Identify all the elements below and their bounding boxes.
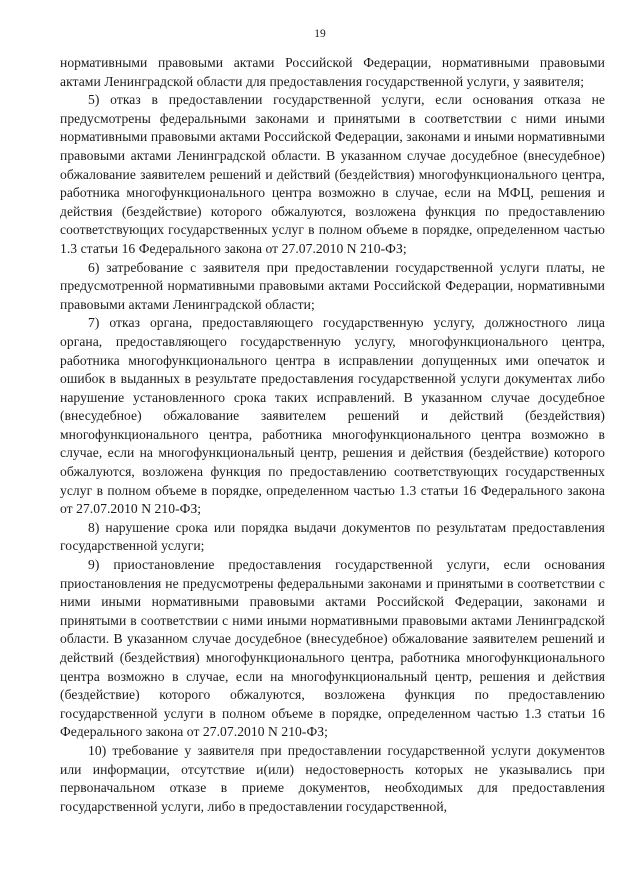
paragraph-2: 5) отказ в предоставлении государственной услуги, если основания отказа не предусмотрены федеральными законами и принятыми в соответствии с ними иными нормативными правовыми актами Российской Федерации, законами и иными нормативными правовыми актами Ленинградской области. В указанном случае досудебное (внесудебное) обжалование заявителем решений и действий (бездействия) многофункционального центра, работника многофункционального центра возможно в случае, если на МФЦ, решения и действия (бездействие) которого обжалуются, возложена функция по предоставлению соответствующих государственных услуг в полном объеме в порядке, определенном частью 1.3 статьи 16 Федерального закона от 27.07.2010 N 210-ФЗ;	[60, 92, 605, 256]
paragraph-6: 9) приостановление предоставления государственной услуги, если основания приостановления не предусмотрены федеральными законами и принятыми в соответствии с ними иными нормативными правовыми актами Российской Федерации, законами и принятыми в соответствии с ними иными нормативными правовыми актами Ленинградской области. В указанном случае досудебное (внесудебное) обжалование заявителем решений и действий (бездействия) многофункционального центра, работника многофункционального центра возможно в случае, если на многофункциональный центр, решения и действия (бездействие) которого обжалуются, возложена функция по предоставлению государственной услуги в полном объеме в порядке, определенном частью 1.3 статьи 16 Федерального закона от 27.07.2010 N 210-ФЗ;	[60, 557, 605, 740]
paragraph-7: 10) требование у заявителя при предоставлении государственной услуги документов или информации, отсутствие и(или) недостоверность которых не указывались при первоначальном отказе в приеме документов, необходимых для предоставления государственной услуги, либо в предоставлении государственной,	[60, 742, 605, 814]
paragraph-4: 7) отказ органа, предоставляющего государственную услугу, должностного лица органа, предоставляющего государственную услугу, многофункционального центра, работника многофункционального центра в исправлении допущенных ими опечаток и ошибок в выданных в результате предоставления государственной услуги документах либо нарушение установленного срока таких исправлений. В указанном случае досудебное (внесудебное) обжалование заявителем решений и действий (бездействия) многофункционального центра, работника многофункционального центра возможно в случае, если на многофункциональный центр, решения и действия (бездействие) которого обжалуются, возложена функция по предоставлению соответствующих государственных услуг в полном объеме в порядке, определенном частью 1.3 статьи 16 Федерального закона от 27.07.2010 N 210-ФЗ;	[60, 315, 605, 517]
paragraph-1: нормативными правовыми актами Российской Федерации, нормативными правовыми актами Ленинградской области для предоставления государственной услуги, у заявителя;	[60, 55, 605, 89]
paragraph-5: 8) нарушение срока или порядка выдачи документов по результатам предоставления государственной услуги;	[60, 519, 605, 554]
document-body	[60, 54, 605, 816]
page-number: 19	[314, 28, 326, 40]
paragraph-3: 6) затребование с заявителя при предоставлении государственной услуги платы, не предусмотренной нормативными правовыми актами Российской Федерации, нормативными правовыми актами Ленинградской области;	[60, 259, 605, 312]
